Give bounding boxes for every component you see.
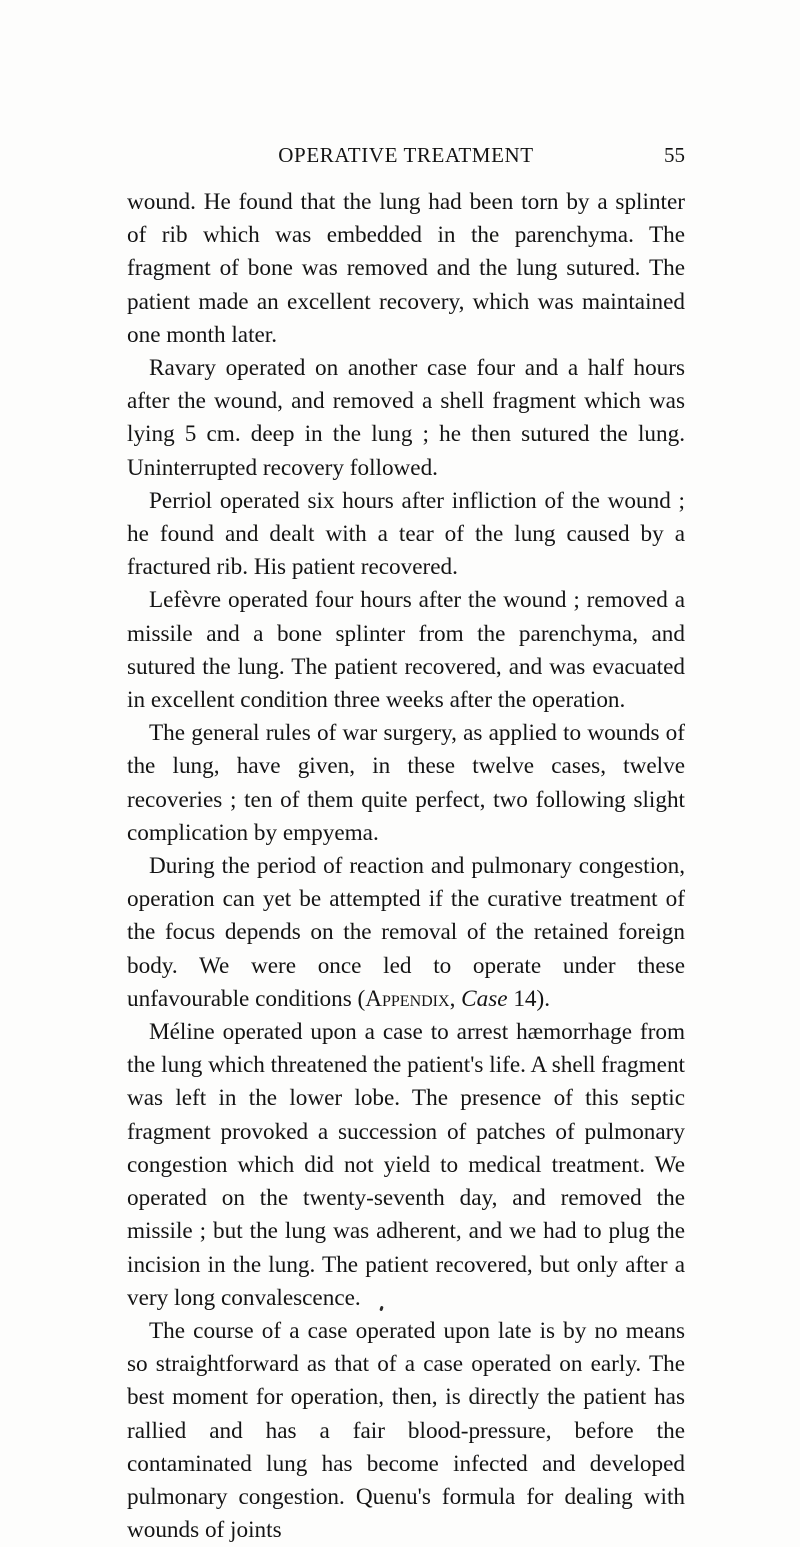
paragraph-reaction-period (127, 850, 685, 1016)
paragraph-lung-splinter: wound. He found that the lung had been torn by a splinter of rib which was embedded in the parenchyma. The fragment of bone was removed and the lung sutured. The patient made an excellent recovery, which was maintained one month later. (127, 189, 685, 348)
paragraph-meline: Méline operated upon a case to arrest hæmorrhage from the lung which threatened the patient's life. A shell fragment was left in the lower lobe. The presence of this septic fragment provoked a succession of patches of pulmonary congestion which did not yield to medical treatment. We operated on the twenty-seventh day, and removed the missile ; but the lung was adherent, and we had to plug the incision in the lung. The patient recovered, but only after a very long convalescence. (127, 1019, 685, 1311)
appendix-reference: Appendix (365, 985, 450, 1012)
paragraph-general-rules: The general rules of war surgery, as applied to wounds of the lung, have given, in these twelve cases, twelve recoveries ; ten of them quite perfect, two following slight complication by empyema. (127, 720, 685, 846)
reference-close: ). (536, 985, 551, 1012)
reference-separator: , (449, 985, 462, 1012)
paragraph-lefevre: Lefèvre operated four hours after the wound ; removed a missile and a bone splinter from the parenchyma, and sutured the lung. The patient recovered, and was evacuated in excellent condition three weeks after the operation. (127, 587, 685, 714)
case-label: Case (461, 985, 508, 1012)
paragraph-ravary: Ravary operated on another case four and a half hours after the wound, and removed a shell fragment which was lying 5 cm. deep in the lung ; he then sutured the lung. Uninterrupted recovery followed. (127, 355, 685, 481)
paragraph-late-operation: The course of a case operated upon late is by no means so straightforward as that of a case operated on early. The best moment for operation, then, is directly the patient has rallied and has a fair blood-pressure, before the contaminated lung has become infected and developed pulmonary congestion. Quenu's formula for dealing with wounds of joints (127, 1317, 685, 1544)
case-number: 14 (507, 985, 537, 1012)
body-text (127, 186, 685, 1547)
paragraph-perriol: Perriol operated six hours after infliction of the wound ; he found and dealt with a tear of the lung caused by a fractured rib. His patient recovered. (127, 487, 685, 581)
reaction-text: During the period of reaction and pulmonary congestion, operation can yet be attempted if the curative treatment of the focus depends on the removal of the retained foreign body. We were once led to operate under these unfavourable conditions ( (127, 853, 685, 1012)
chapter-title: OPERATIVE TREATMENT (278, 143, 534, 167)
running-head (127, 140, 685, 170)
page-number: 55 (664, 143, 685, 167)
